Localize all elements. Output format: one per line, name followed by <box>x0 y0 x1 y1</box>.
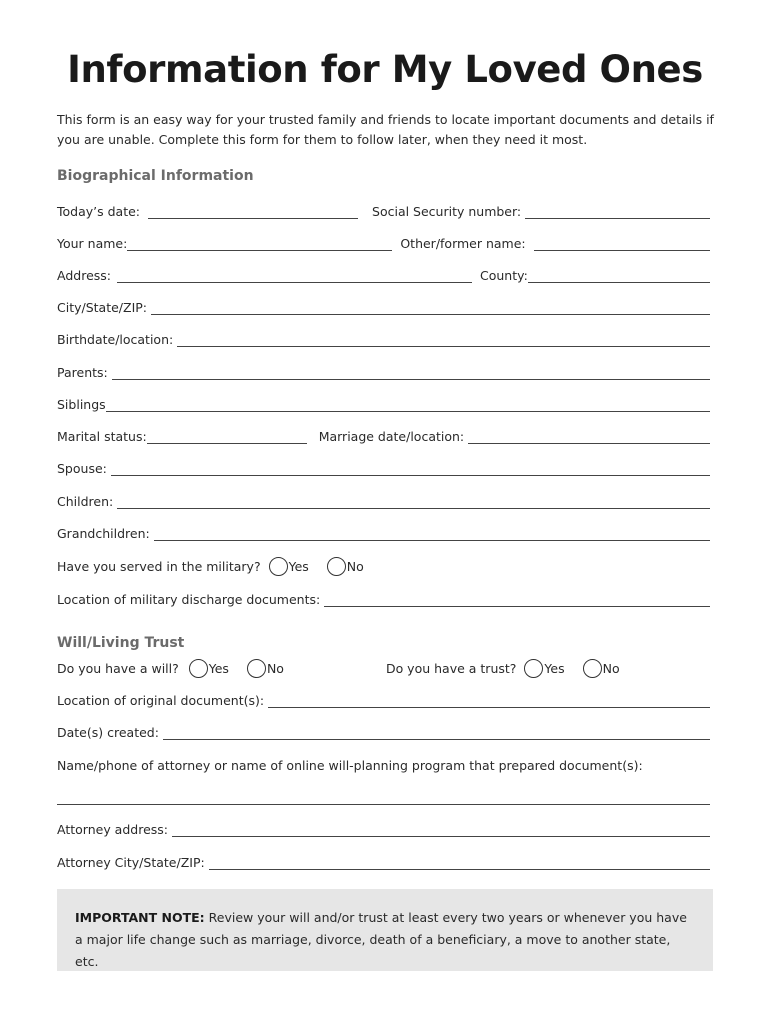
your-name-field[interactable] <box>127 237 392 251</box>
attorney-city-field[interactable] <box>209 856 710 870</box>
county-label: County: <box>480 268 528 283</box>
row-attorney-name-line <box>57 787 710 805</box>
dates-created-label: Date(s) created: <box>57 725 159 740</box>
row-siblings <box>57 394 710 412</box>
grandchildren-label: Grandchildren: <box>57 526 150 541</box>
section-heading-biographical: Biographical Information <box>57 168 254 184</box>
marriage-date-field[interactable] <box>468 430 710 444</box>
other-name-label: Other/former name: <box>400 236 526 251</box>
row-city <box>57 297 710 315</box>
trust-yes-label: Yes <box>544 660 565 676</box>
siblings-label: Siblings <box>57 397 106 412</box>
row-marital <box>57 426 710 444</box>
birthdate-field[interactable] <box>177 333 710 347</box>
row-attorney-address <box>57 819 710 837</box>
discharge-field[interactable] <box>324 593 710 607</box>
ssn-field[interactable] <box>525 205 710 219</box>
row-address <box>57 265 710 283</box>
row-attorney-name <box>57 755 710 773</box>
trust-no-option[interactable] <box>583 659 620 678</box>
trust-no-label: No <box>602 660 620 676</box>
attorney-city-label: Attorney City/State/ZIP: <box>57 855 205 870</box>
important-note-box <box>57 889 713 971</box>
attorney-address-label: Attorney address: <box>57 822 169 837</box>
discharge-label: Location of military discharge documents: <box>57 592 321 607</box>
dates-created-field[interactable] <box>163 726 710 740</box>
military-no-radio[interactable] <box>327 557 346 576</box>
will-no-label: No <box>266 660 284 676</box>
trust-yes-radio[interactable] <box>524 659 543 678</box>
attorney-name-field[interactable] <box>57 791 710 805</box>
marriage-date-label: Marriage date/location: <box>318 429 465 444</box>
row-name <box>57 233 710 251</box>
birthdate-label: Birthdate/location: <box>57 332 174 347</box>
military-no-label: No <box>346 558 364 574</box>
row-will-trust <box>57 658 710 678</box>
parents-label: Parents: <box>57 365 108 380</box>
will-no-option[interactable] <box>247 659 284 678</box>
row-dates-created <box>57 722 710 740</box>
your-name-label: Your name: <box>57 236 128 251</box>
siblings-field[interactable] <box>106 398 710 412</box>
original-docs-field[interactable] <box>268 694 710 708</box>
military-no-option[interactable] <box>327 557 364 576</box>
will-yes-radio[interactable] <box>189 659 208 678</box>
grandchildren-field[interactable] <box>154 527 710 541</box>
row-original-docs <box>57 690 710 708</box>
important-note-text: Review your will and/or trust at least every two years or whenever you have a major life change such as marriage, divorce, death of a beneficiary, a move to another state, etc. <box>75 910 687 969</box>
original-docs-label: Location of original document(s): <box>57 693 265 708</box>
address-label: Address: <box>57 268 111 283</box>
address-field[interactable] <box>117 269 472 283</box>
row-grandchildren <box>57 523 710 541</box>
spouse-field[interactable] <box>111 462 710 476</box>
row-spouse <box>57 458 710 476</box>
attorney-address-field[interactable] <box>172 823 710 837</box>
trust-question: Do you have a trust? <box>385 660 517 676</box>
section-heading-will: Will/Living Trust <box>57 635 185 651</box>
county-field[interactable] <box>528 269 710 283</box>
military-question: Have you served in the military? <box>57 558 261 574</box>
row-military <box>57 556 710 576</box>
military-yes-label: Yes <box>288 558 309 574</box>
military-yes-radio[interactable] <box>269 557 288 576</box>
will-yes-option[interactable] <box>189 659 229 678</box>
other-name-field[interactable] <box>534 237 710 251</box>
row-attorney-city <box>57 852 710 870</box>
marital-status-field[interactable] <box>147 430 307 444</box>
important-note-label: IMPORTANT NOTE: <box>75 910 205 925</box>
row-date-ssn <box>57 201 710 219</box>
city-state-zip-field[interactable] <box>151 301 710 315</box>
will-question: Do you have a will? <box>57 660 179 676</box>
row-children <box>57 491 710 509</box>
children-label: Children: <box>57 494 114 509</box>
ssn-label: Social Security number: <box>372 204 522 219</box>
will-no-radio[interactable] <box>247 659 266 678</box>
parents-field[interactable] <box>112 366 710 380</box>
row-discharge <box>57 589 710 607</box>
trust-yes-option[interactable] <box>524 659 564 678</box>
page-title: Information for My Loved Ones <box>67 48 703 91</box>
row-birthdate <box>57 329 710 347</box>
todays-date-field[interactable] <box>148 205 358 219</box>
row-parents <box>57 362 710 380</box>
children-field[interactable] <box>117 495 710 509</box>
todays-date-label: Today’s date: <box>57 204 141 219</box>
spouse-label: Spouse: <box>57 461 107 476</box>
marital-status-label: Marital status: <box>57 429 147 444</box>
attorney-name-label: Name/phone of attorney or name of online will-planning program that prepared document(s): <box>57 758 643 773</box>
military-yes-option[interactable] <box>269 557 309 576</box>
trust-no-radio[interactable] <box>583 659 602 678</box>
city-state-zip-label: City/State/ZIP: <box>57 300 148 315</box>
will-yes-label: Yes <box>208 660 229 676</box>
intro-text: This form is an easy way for your trusted family and friends to locate important documents and details if you are unable. Complete this form for them to follow later, when they need it most. <box>57 112 714 147</box>
